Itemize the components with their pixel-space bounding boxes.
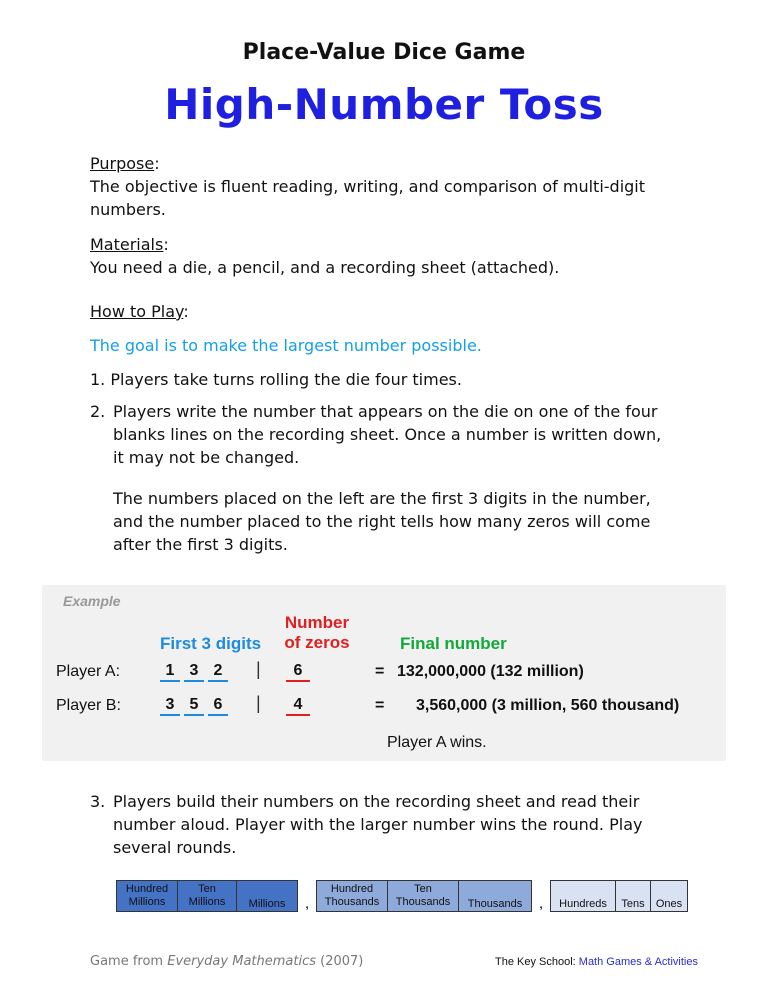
step-1-text: Players take turns rolling the die four times. [110, 370, 462, 389]
player-a-separator: | [256, 659, 261, 679]
pv-ten-thousands: Ten Thousands [388, 881, 459, 912]
footer-source [90, 954, 363, 969]
first-digits-header: First 3 digits [160, 634, 262, 653]
materials-text: You need a die, a pencil, and a recording sheet (attached). [90, 258, 560, 277]
player-a-zeros: 6 [286, 662, 310, 682]
player-b-digit-3: 6 [208, 696, 228, 716]
pv-ones: Ones [651, 881, 688, 912]
footer-credit-pre: The Key School: [495, 956, 579, 968]
page-title: High-Number Toss [164, 80, 604, 129]
winner-text: Player A wins. [387, 734, 487, 751]
footer-source-pre: Game from [90, 954, 168, 969]
player-a-digits [160, 662, 232, 682]
step-3-text: Players build their numbers on the recording sheet and read their number aloud. Player with the larger number wins the round. Play several rounds. [113, 792, 643, 857]
purpose-colon: : [154, 154, 160, 173]
pv-hundred-millions: Hundred Millions [117, 881, 178, 912]
footer-source-book: Everyday Mathematics [167, 954, 316, 969]
zeros-header-line2: of zeros [284, 633, 350, 652]
zeros-header [272, 613, 362, 653]
player-a-zeros-wrap [286, 662, 314, 682]
step-2 [90, 400, 673, 469]
player-b-zeros-wrap [286, 696, 314, 716]
pv-comma-2: , [532, 881, 551, 912]
example-label: Example [63, 593, 121, 609]
step-3 [90, 790, 703, 859]
pv-comma-1: , [298, 881, 317, 912]
note-text: The numbers placed on the left are the first 3 digits in the number, and the number placed to the right tells how many zeros will come after the first 3 digits. [113, 489, 651, 554]
how-to-play-heading-row [90, 300, 189, 323]
step-2-number: 2. [90, 402, 106, 421]
pv-ten-millions: Ten Millions [178, 881, 237, 912]
player-a-result: 132,000,000 (132 million) [397, 663, 584, 680]
step-2-text: Players write the number that appears on the die on one of the four blanks lines on the recording sheet. Once a number is written down, it may not be changed. [113, 402, 662, 467]
player-b-label: Player B: [56, 697, 121, 714]
purpose-text: The objective is fluent reading, writing, and comparison of multi-digit numbers. [90, 177, 646, 219]
step-1-number: 1. [90, 370, 106, 389]
place-value-chart [116, 880, 688, 912]
player-b-equals: = [375, 697, 385, 714]
pv-hundred-thousands: Hundred Thousands [317, 881, 388, 912]
player-a-equals: = [375, 663, 385, 680]
player-b-digit-2: 5 [184, 696, 204, 716]
player-a-digit-3: 2 [208, 662, 228, 682]
materials-heading: Materials [90, 235, 164, 254]
player-b-result: 3,560,000 (3 million, 560 thousand) [416, 697, 680, 714]
footer-source-post: (2007) [316, 954, 364, 969]
subtitle: Place-Value Dice Game [242, 40, 526, 65]
purpose-section [90, 152, 690, 221]
pv-tens: Tens [616, 881, 651, 912]
player-b-digit-1: 3 [160, 696, 180, 716]
footer-credit [495, 956, 698, 968]
materials-colon: : [163, 235, 169, 254]
pv-hundreds: Hundreds [551, 881, 616, 912]
how-to-play-colon: : [183, 302, 189, 321]
footer-credit-link[interactable]: Math Games & Activities [578, 956, 698, 968]
step-3-number: 3. [90, 792, 106, 811]
materials-section [90, 233, 690, 279]
goal-text: The goal is to make the largest number possible. [90, 336, 482, 355]
purpose-heading: Purpose [90, 154, 155, 173]
player-a-digit-2: 3 [184, 662, 204, 682]
how-to-play-heading: How to Play [90, 302, 184, 321]
player-b-zeros: 4 [286, 696, 310, 716]
player-a-digit-1: 1 [160, 662, 180, 682]
player-b-separator: | [256, 693, 261, 713]
final-number-header: Final number [400, 634, 507, 653]
zeros-header-line1: Number [284, 613, 350, 632]
pv-thousands: Thousands [459, 881, 532, 912]
pv-millions: Millions [237, 881, 298, 912]
place-value-table [116, 880, 688, 912]
player-a-label: Player A: [56, 663, 121, 680]
step-1 [90, 368, 690, 391]
player-b-digits [160, 696, 232, 716]
